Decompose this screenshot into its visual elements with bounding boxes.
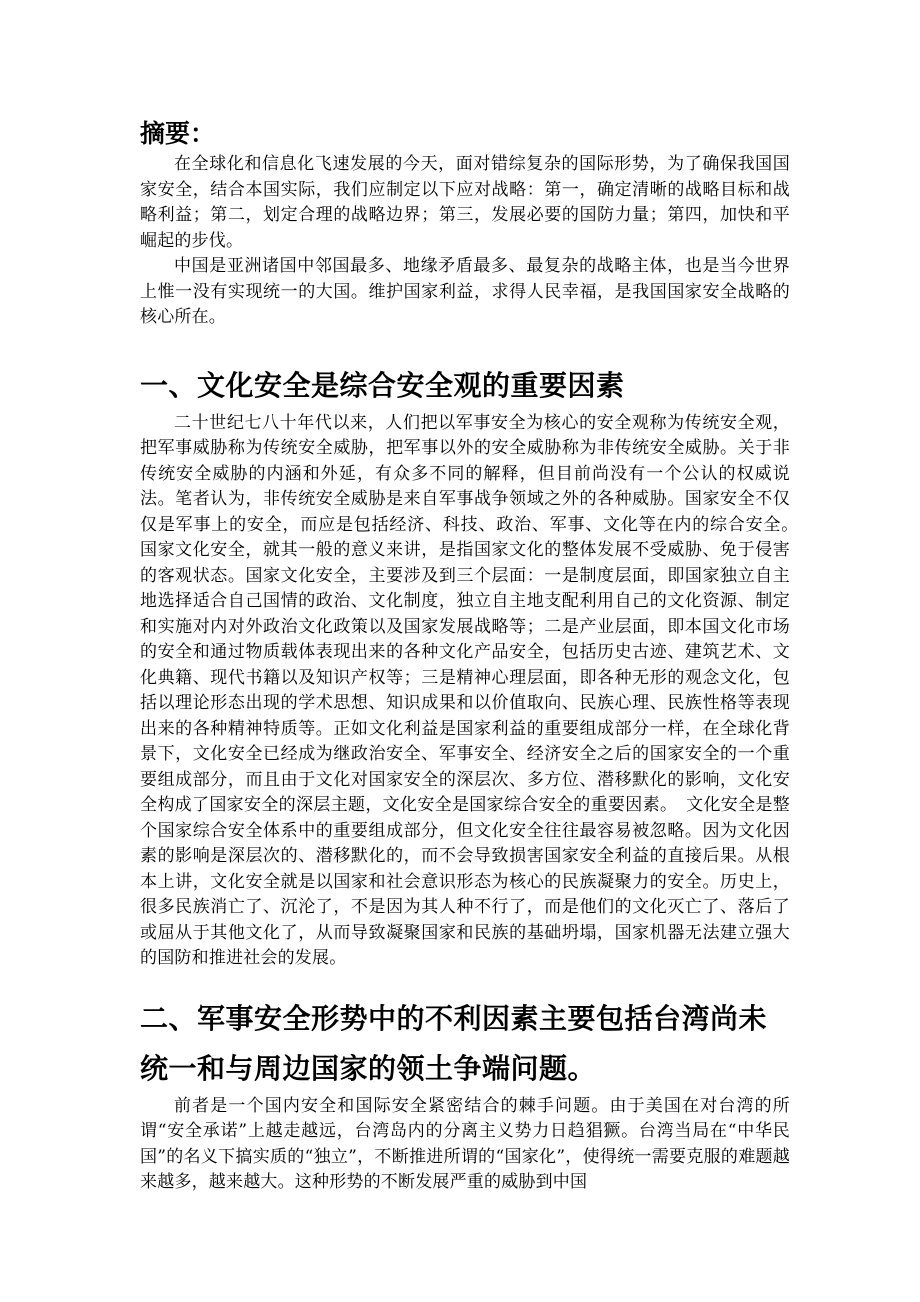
section-1-heading: 一、文化安全是综合安全观的重要因素 (140, 368, 625, 402)
spacer (140, 331, 790, 361)
section-2-paragraph: 前者是一个国内安全和国际安全紧密结合的棘手问题。由于美国在对台湾的所谓“安全承诺”上越走越远，台湾岛内的分离主义势力日趋猖獗。台湾当局在“中华民国”的名义下搞实质的“独立”，不断推进所谓的“国家化”，使得统一需要克服的难题越来越多，越来越大。这种形势的不断发展严重的威胁到中国 (140, 1095, 790, 1192)
abstract-paragraph-2: 中国是亚洲诸国中邻国最多、地缘矛盾最多、最复杂的战略主体，也是当今世界上惟一没有实现统一的大国。维护国家利益，求得人民幸福，是我国国家安全战略的核心所在。 (140, 256, 790, 327)
abstract-paragraph-1: 在全球化和信息化飞速发展的今天，面对错综复杂的国际形势，为了确保我国国家安全，结合本国实际，我们应制定以下应对战略：第一，确定清晰的战略目标和战略利益；第二，划定合理的战略边界；第三，发展必要的国防力量；第四，加快和平崛起的步伐。 (140, 154, 790, 251)
spacer (140, 972, 790, 994)
abstract-heading: 摘要： (140, 119, 216, 148)
section-2-heading: 二、军事安全形势中的不利因素主要包括台湾尚未统一和与周边国家的领土争端问题。 (140, 1001, 768, 1085)
section-1-paragraph: 二十世纪七八十年代以来，人们把以军事安全为核心的安全观称为传统安全观，把军事威胁称为传统安全威胁，把军事以外的安全威胁称为非传统安全威胁。关于非传统安全威胁的内涵和外延，有众多不同的解释，但目前尚没有一个公认的权威说法。笔者认为，非传统安全威胁是来自军事战争领域之外的各种威胁。国家安全不仅仅是军事上的安全，而应是包括经济、科技、政治、军事、文化等在内的综合安全。 国家文化安全，就其一般的意义来讲，是指国家文化的整体发展不受威胁、免于侵害的客观状态。国家文化安全，主要涉及到三个层面：一是制度层面，即国家独立自主地选择适合自己国情的政治、文化制度，独立自主地支配利用自己的文化资源、制定和实施对内对外政治文化政策以及国家发展战略等；二是产业层面，即本国文化市场的安全和通过物质载体表现出来的各种文化产品安全，包括历史古迹、建筑艺术、文化典籍、现代书籍以及知识产权等；三是精神心理层面，即各种无形的观念文化，包括以理论形态出现的学术思想、知识成果和以价值取向、民族心理、民族性格等表现出来的各种精神特质等。正如文化利益是国家利益的重要组成部分一样，在全球化背景下，文化安全已经成为继政治安全、军事安全、经济安全之后的国家安全的一个重要组成部分，而且由于文化对国家安全的深层次、多方位、潜移默化的影响，文化安全构成了国家安全的深层主题，文化安全是国家综合安全的重要因素。 文化安全是整个国家综合安全体系中的重要组成部分，但文化安全往往最容易被忽略。因为文化因素的影响是深层次的、潜移默化的，而不会导致损害国家安全利益的直接后果。从根本上讲，文化安全就是以国家和社会意识形态为核心的民族凝聚力的安全。历史上，很多民族消亡了、沉沦了，不是因为其人种不行了，而是他们的文化灭亡了、落后了或屈从于其他文化了，从而导致凝聚国家和民族的基础坍塌，国家机器无法建立强大的国防和推进社会的发展。 (140, 412, 808, 968)
document-body (140, 116, 808, 1196)
